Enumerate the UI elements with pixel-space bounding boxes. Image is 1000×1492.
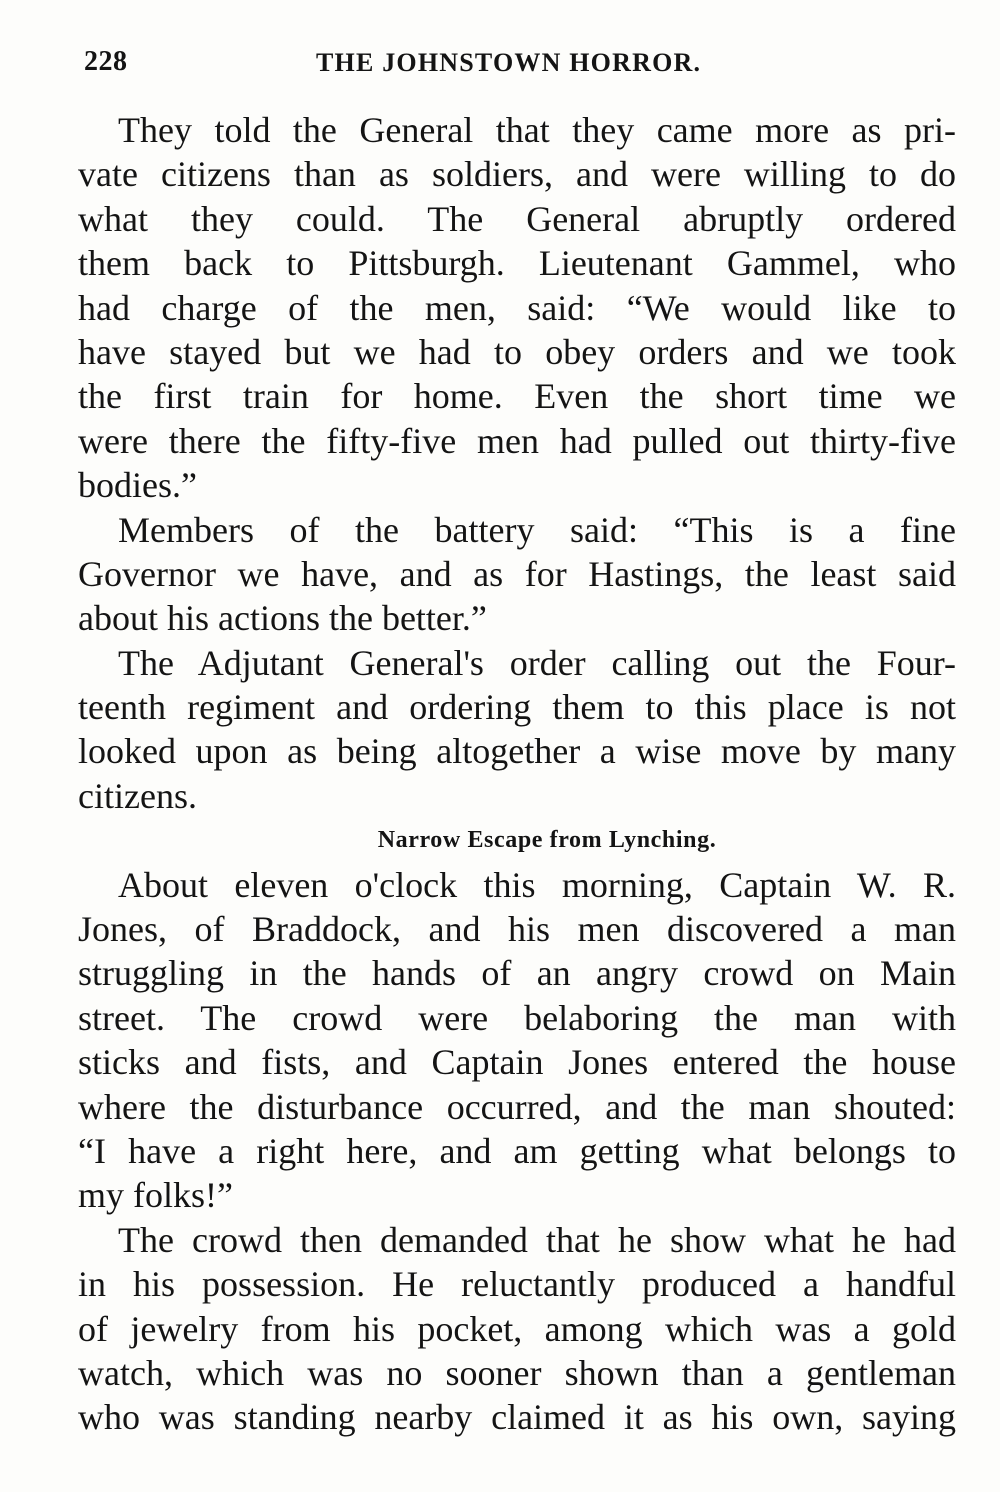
section-heading: Narrow Escape from Lynching. [377, 827, 717, 854]
text-line: The crowd then demanded that he show what he had [118, 1219, 956, 1260]
text-line: of jewelry from his pocket, among which was a gold [78, 1308, 956, 1349]
text-line: Jones, of Braddock, and his men discovered a man [78, 909, 956, 950]
running-head [84, 46, 954, 82]
page-number: 228 [84, 46, 128, 77]
text-line: About eleven o'clock this morning, Captain W. R. [118, 864, 956, 905]
text-line: The Adjutant General's order calling out the Four- [118, 642, 956, 683]
text-line: They told the General that they came more as pri- [118, 110, 956, 150]
body-text [78, 108, 956, 1440]
text-line: who was standing nearby claimed it as his own, saying [78, 1397, 956, 1438]
text-line: watch, which was no sooner shown than a gentleman [78, 1352, 956, 1393]
text-line: had charge of the men, said: “We would like to [78, 287, 956, 328]
text-line: bodies.” [78, 465, 197, 506]
text-line: sticks and fists, and Captain Jones entered the house [78, 1042, 956, 1083]
text-line: citizens. [78, 775, 197, 816]
text-line: in his possession. He reluctantly produced a handful [78, 1264, 956, 1305]
text-line: about his actions the better.” [78, 598, 487, 639]
text-line: the first train for home. Even the short time we [78, 376, 956, 417]
text-line: have stayed but we had to obey orders and we took [78, 331, 956, 372]
running-title: THE JOHNSTOWN HORROR. [316, 48, 702, 77]
text-line: what they could. The General abruptly ordered [78, 198, 956, 239]
text-line: my folks!” [78, 1175, 233, 1216]
text-line: were there the fifty-five men had pulled out thirty-five [78, 420, 956, 461]
text-line: teenth regiment and ordering them to this place is not [78, 687, 956, 728]
text-line: vate citizens than as soldiers, and were willing to do [78, 154, 956, 195]
text-line: struggling in the hands of an angry crowd on Main [78, 953, 956, 994]
text-line: where the disturbance occurred, and the man shouted: [78, 1086, 956, 1127]
text-line: Governor we have, and as for Hastings, the least said [78, 553, 956, 594]
text-line: looked upon as being altogether a wise move by many [78, 731, 956, 772]
text-line: street. The crowd were belaboring the man with [78, 997, 956, 1038]
text-line: Members of the battery said: “This is a fine [118, 509, 956, 550]
text-line: them back to Pittsburgh. Lieutenant Gammel, who [78, 243, 956, 284]
text-line: “I have a right here, and am getting what belongs to [78, 1130, 956, 1171]
